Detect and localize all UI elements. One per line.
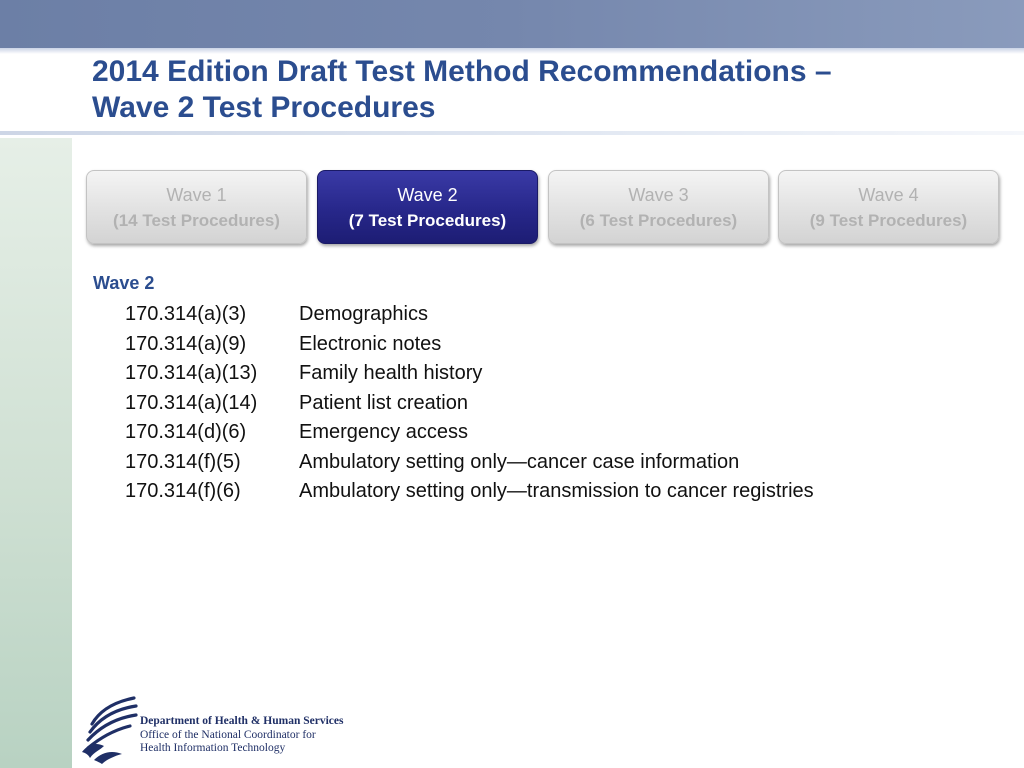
procedure-name: Family health history [299,362,483,384]
tab-wave-3[interactable] [548,170,769,244]
tab-wave-2-count: (7 Test Procedures) [348,211,507,230]
procedure-code: 170.314(f)(6) [125,480,241,502]
procedure-row [125,392,1005,422]
tab-wave-4-count: (9 Test Procedures) [809,211,968,230]
procedure-row [125,421,1005,451]
wave-tabs [86,170,1000,244]
procedure-row [125,451,1005,481]
procedure-code: 170.314(f)(5) [125,450,241,473]
slide-title [92,54,992,126]
tab-wave-1-label: Wave 1 [166,185,227,205]
slide-title-line-1: 2014 Edition Draft Test Method Recommendations – [92,55,832,88]
left-decorative-strip [0,138,72,768]
logo-line-department: Department of Health & Human Services [140,715,344,727]
procedure-row [125,480,1005,510]
procedure-code: 170.314(a)(9) [125,332,247,355]
section-heading: Wave 2 [93,273,155,293]
procedure-list [125,303,1005,510]
procedure-name: Electronic notes [299,332,442,355]
procedure-code: 170.314(a)(14) [125,391,258,414]
title-divider [0,131,1024,135]
tab-wave-1-count: (14 Test Procedures) [113,211,280,230]
logo-line-office: Office of the National Coordinator for [140,728,316,741]
procedure-name: Patient list creation [299,391,468,414]
procedure-code: 170.314(d)(6) [125,421,247,443]
slide-title-line-2: Wave 2 Test Procedures [92,91,436,124]
tab-wave-1[interactable] [86,170,307,244]
tab-wave-3-count: (6 Test Procedures) [579,211,738,230]
tab-wave-3-label: Wave 3 [628,185,689,205]
tab-wave-4[interactable] [778,170,999,244]
tab-wave-4-label: Wave 4 [858,185,919,205]
procedure-name: Ambulatory setting only—cancer case information [299,450,740,473]
procedure-row [125,362,1005,392]
procedure-name: Ambulatory setting only—transmission to cancer registries [299,480,814,502]
tab-wave-2-label: Wave 2 [397,185,458,205]
hhs-eagle-icon [78,694,140,766]
tab-wave-2[interactable] [317,170,538,244]
procedure-name: Demographics [299,303,428,325]
hhs-logo-text [140,715,350,756]
procedure-code: 170.314(a)(3) [125,303,247,325]
procedure-name: Emergency access [299,421,468,443]
hhs-logo [76,692,346,768]
procedure-row [125,303,1005,333]
procedure-code: 170.314(a)(13) [125,362,258,384]
top-banner [0,0,1024,48]
logo-line-hit: Health Information Technology [140,742,286,754]
procedure-row [125,333,1005,363]
